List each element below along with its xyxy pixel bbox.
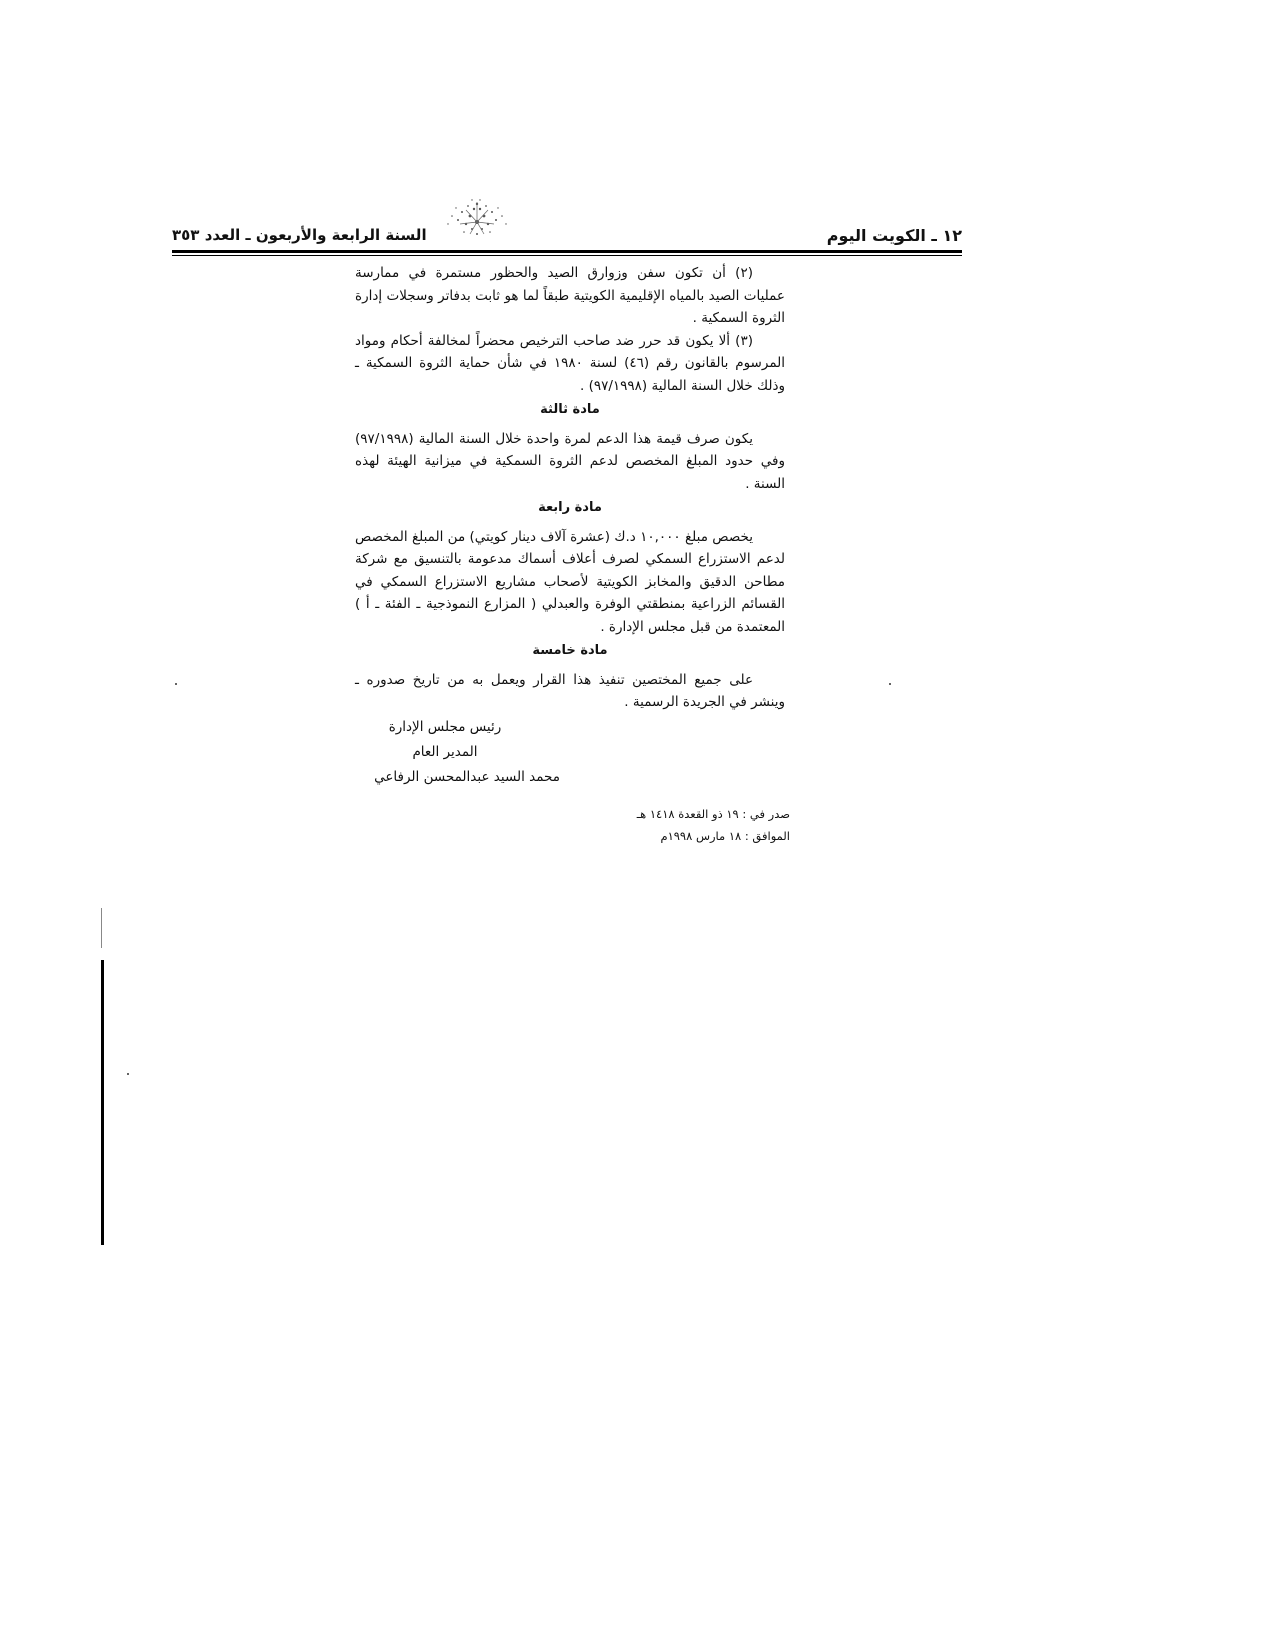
signature-title: رئيس مجلس الإدارة — [388, 719, 502, 735]
issue-label: السنة الرابعة والأربعون ـ العدد ٣٥٣ — [172, 226, 427, 244]
page-label: ١٢ ـ الكويت اليوم — [826, 226, 962, 245]
clause-2: (٢) أن تكون سفن وزوارق الصيد والحظور مستمرة في ممارسة عمليات الصيد بالمياه الإقليمية الكويتية طبقاً لما هو ثابت بدفاتر وسجلات إدارة الثروة السمكية . — [355, 265, 785, 326]
header-divider-thin — [172, 255, 962, 256]
emblem-icon — [422, 194, 532, 250]
signature-block — [330, 715, 560, 790]
header-divider — [172, 250, 962, 253]
scan-speck — [127, 1073, 129, 1075]
article-5-text: على جميع المختصين تنفيذ هذا القرار ويعمل به من تاريخ صدوره ـ وينشر في الجريدة الرسمية . — [355, 671, 785, 710]
scan-speck — [889, 683, 891, 685]
hijri-date: صدر في : ١٩ ذو القعدة ١٤١٨ هـ — [636, 807, 790, 821]
decision-body — [355, 262, 785, 714]
article-3-text: يكون صرف قيمة هذا الدعم لمرة واحدة خلال السنة المالية (٩٧/١٩٩٨) وفي حدود المبلغ المخصص لدعم الثروة السمكية في ميزانية الهيئة لهذه السنة . — [355, 430, 785, 492]
clause-3: (٣) ألا يكون قد حرر ضد صاحب الترخيص محضراً لمخالفة أحكام ومواد المرسوم بالقانون رقم (٤٦) لسنة ١٩٨٠ في شأن حماية الثروة السمكية ـ وذلك خلال السنة المالية (٩٧/١٩٩٨) . — [355, 332, 785, 394]
article-5-title: مادة خامسة — [532, 643, 608, 658]
issue-dates — [560, 803, 790, 847]
gregorian-date: الموافق : ١٨ مارس ١٩٩٨م — [660, 829, 790, 843]
article-4-title: مادة رابعة — [538, 500, 602, 515]
scan-margin-line — [101, 960, 104, 1245]
scan-speck — [175, 683, 177, 685]
article-4-text: يخصص مبلغ ١٠,٠٠٠ د.ك (عشرة آلاف دينار كويتي) من المبلغ المخصص لدعم الاستزراع السمكي لصرف أعلاف أسماك مدعومة بالتنسيق مع شركة مطاحن الدقيق والمخابز الكويتية لأصحاب مشاريع الاستزراع السمكي في القسائم الزراعية بمنطقتي الوفرة والعبدلي ( المزارع النموذجية ـ الفئة ـ أ ) المعتمدة من قبل مجلس الإدارة . — [355, 528, 785, 635]
signature-name: محمد السيد عبدالمحسن الرفاعي — [374, 769, 560, 785]
signature-role: المدير العام — [412, 744, 478, 760]
page-header — [172, 212, 962, 252]
scan-margin-dash — [101, 908, 102, 948]
article-3-title: مادة ثالثة — [540, 402, 600, 417]
